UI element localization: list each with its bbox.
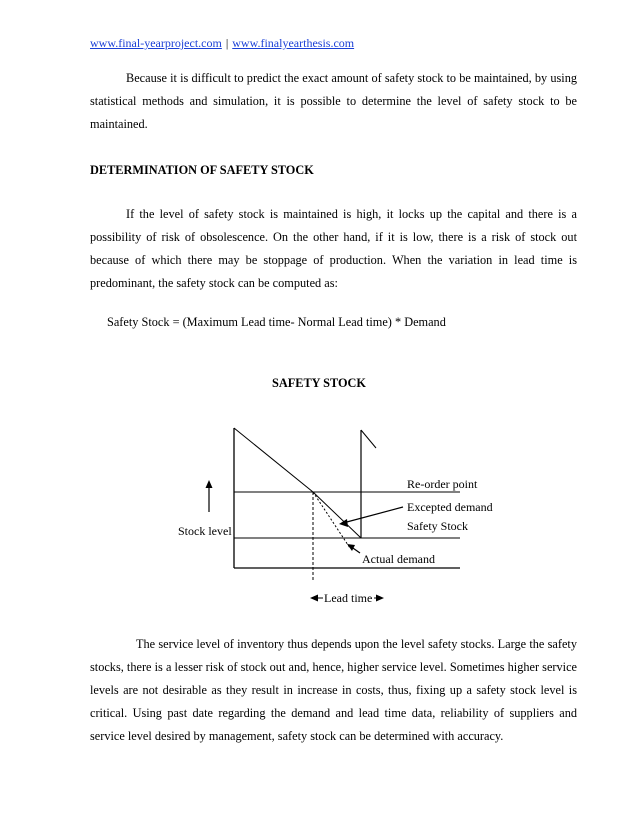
stock-level-arrow-head [206,480,213,488]
safety-stock-formula: Safety Stock = (Maximum Lead time- Normal Lead time) * Demand [107,315,446,329]
label-stock-level: Stock level [178,524,232,538]
lead-time-left-arrow [310,595,318,602]
expected-demand-pointer-head [339,519,348,527]
header-link-finalyearthesis[interactable]: www.finalyearthesis.com [232,36,355,50]
service-level-paragraph: The service level of inventory thus depends upon the level safety stocks. Large the safety stocks, there is a lesser risk of stock out and, hence, higher service level. Sometimes higher service levels are not desirable as they result in increase in costs, thus, fixing up a safety stock level is critical. Using past date regarding the demand and lead time data, reliability of suppliers and service level desired by management, safety stock can be determined with accuracy. [90,637,577,743]
figure-title: SAFETY STOCK [272,376,366,390]
intro-paragraph: Because it is difficult to predict the exact amount of safety stock to be maintained, by using statistical methods and simulation, it is possible to determine the level of safety stock to be maintained. [90,71,577,131]
actual-demand-line [313,492,350,548]
stock-depletion-line [234,428,313,492]
actual-demand-pointer-head [347,544,355,551]
label-reorder-point: Re-order point [407,477,478,491]
determination-paragraph: If the level of safety stock is maintained is high, it locks up the capital and there is a possibility of risk of obsolescence. On the other hand, if it is low, there is a risk of stock out because of which there may be stoppage of production. When the variation in lead time is predominant, the safety stock can be computed as: [90,207,577,290]
next-cycle-line [361,430,376,448]
label-safety-stock: Safety Stock [407,519,468,533]
lead-time-right-arrow [376,595,384,602]
label-expected-demand: Excepted demand [407,500,493,514]
expected-demand-pointer [343,507,403,523]
section-heading: DETERMINATION OF SAFETY STOCK [90,163,314,177]
header-separator: | [225,36,229,50]
label-lead-time: Lead time [324,591,373,605]
header-link-final-yearproject[interactable]: www.final-yearproject.com [90,36,222,50]
expected-demand-line [313,492,361,538]
label-actual-demand: Actual demand [362,552,435,566]
